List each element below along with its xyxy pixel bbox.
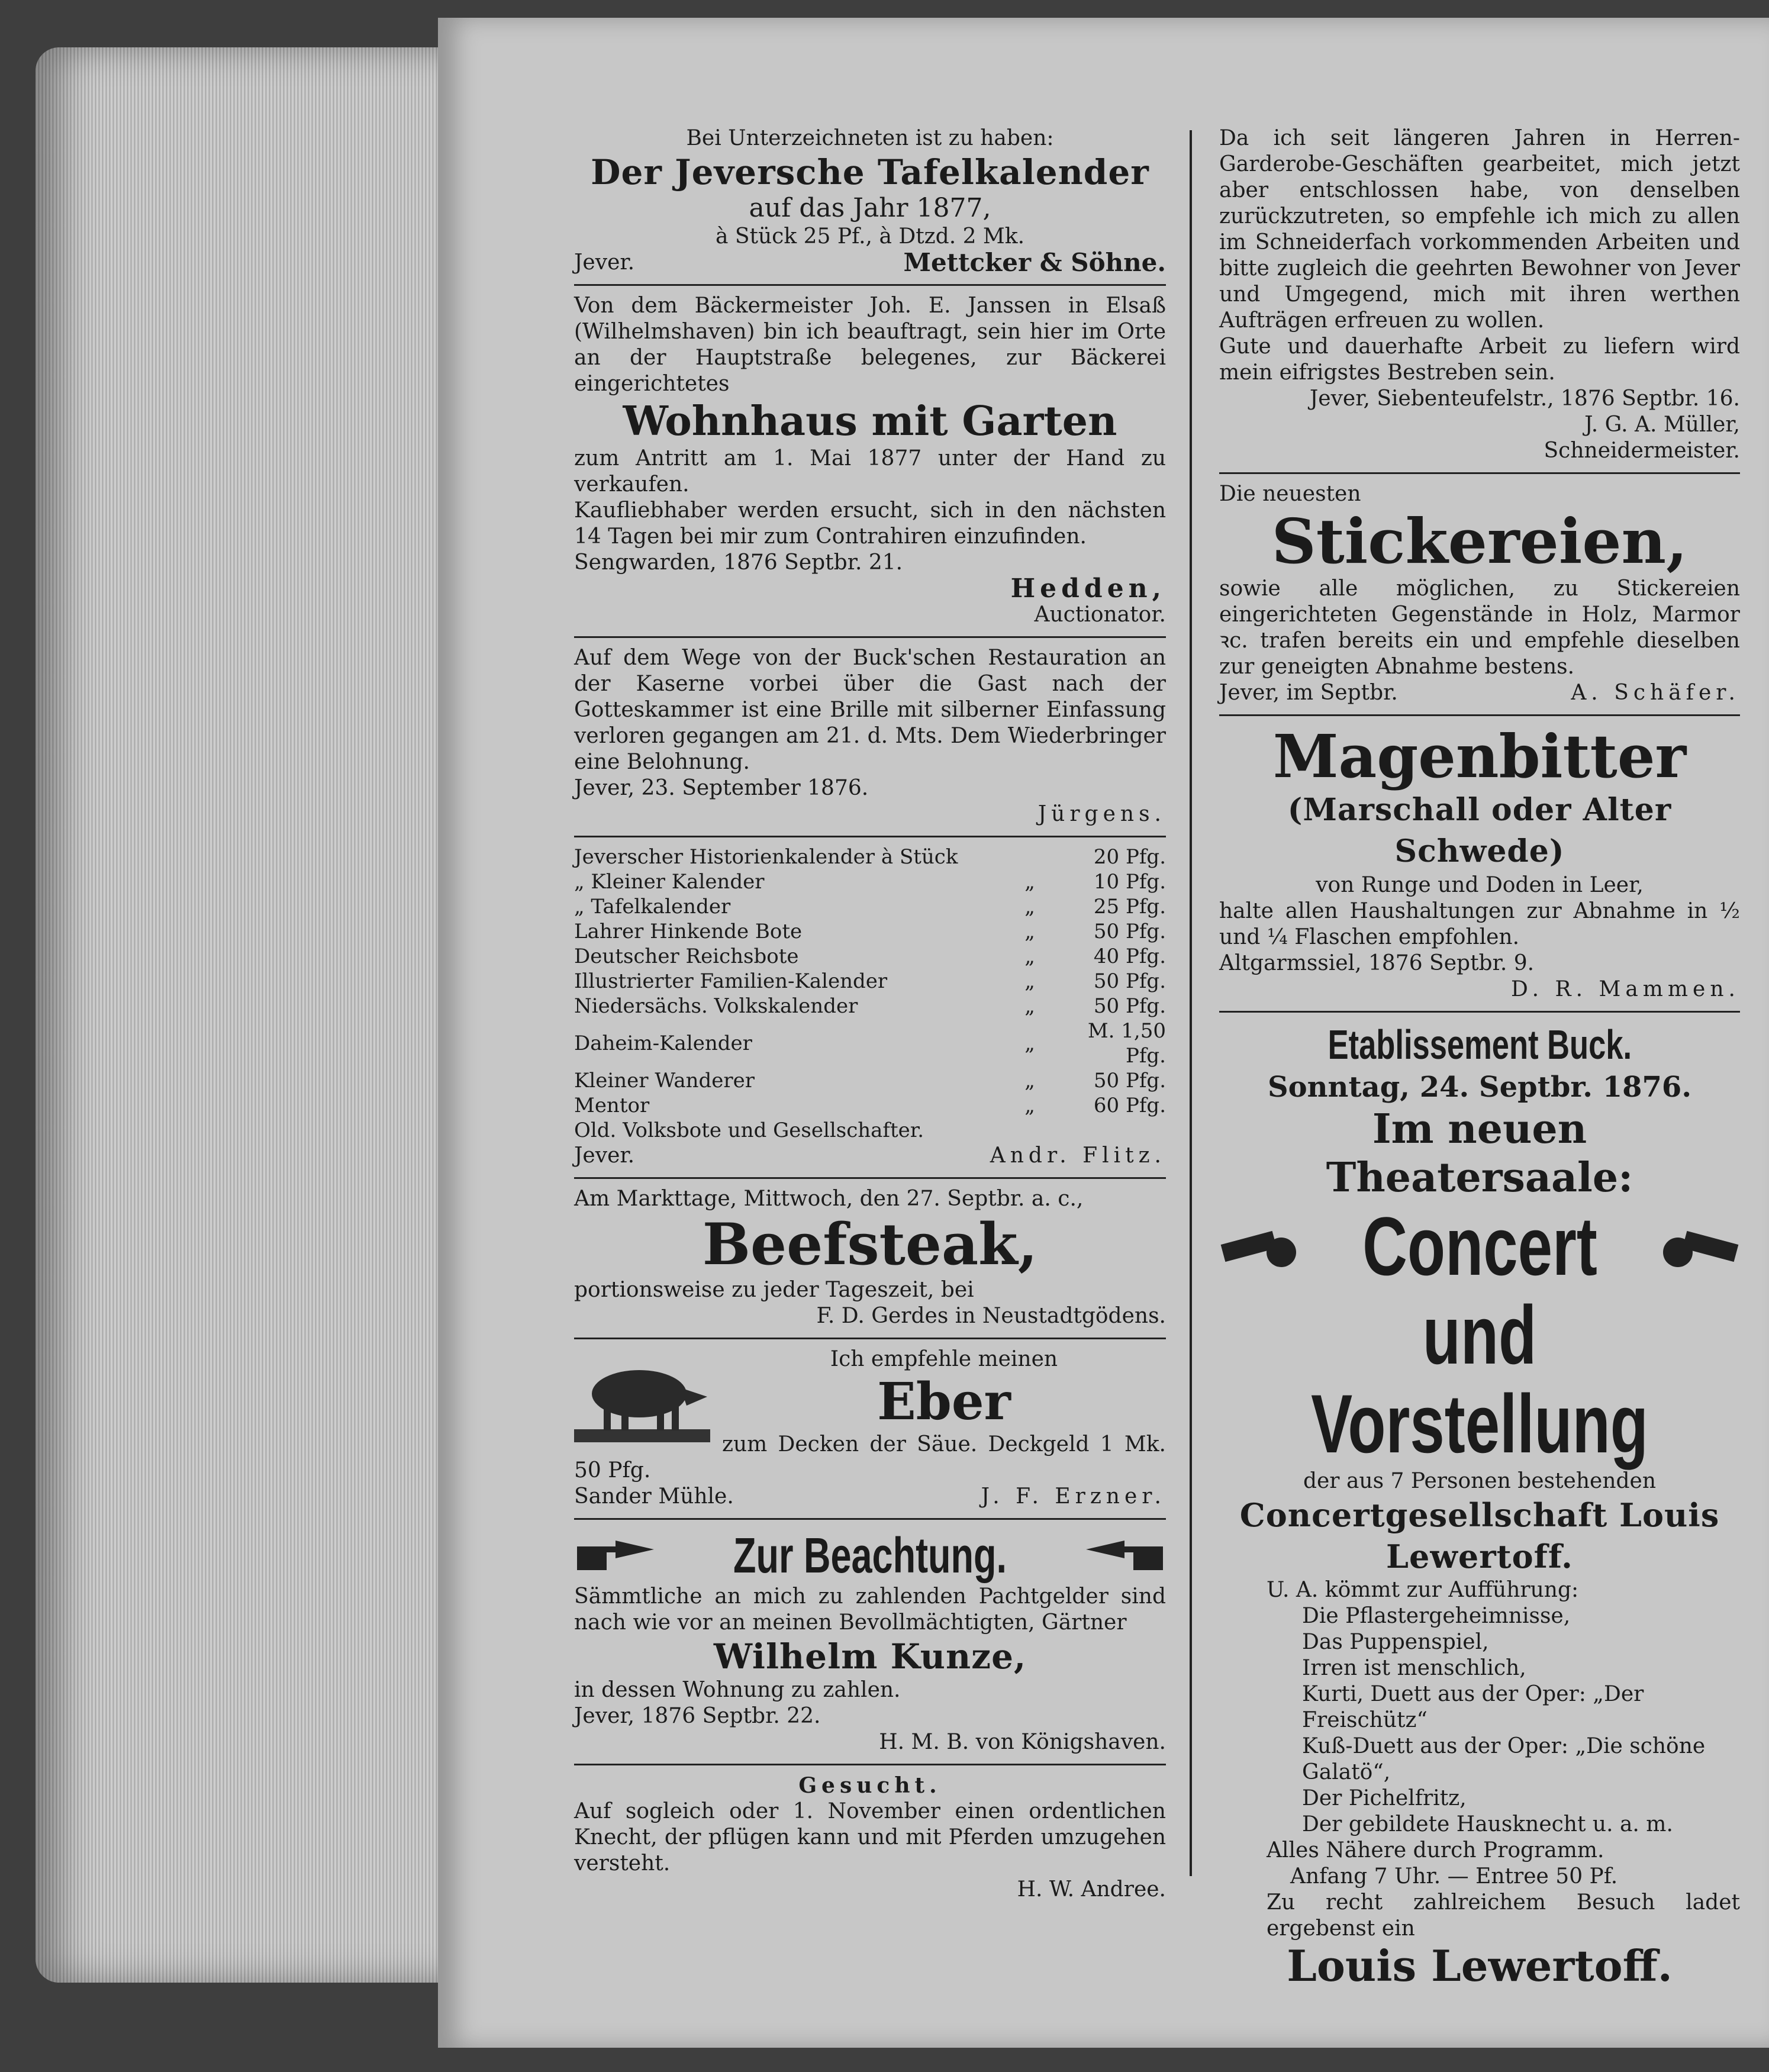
calendar-row (574, 994, 1166, 1019)
ad-role: Auctionator. (1034, 602, 1166, 627)
ad-signer: H. M. B. von Königshaven. (879, 1730, 1166, 1754)
calendar-ditto: „ (1024, 1032, 1035, 1055)
column-divider (1190, 130, 1192, 1876)
ad-text: Da ich seit längeren Jahren in Herren-Garderobe-Geschäften gearbeitet, mich jetzt aber entschlossen habe, von denselben zurückzutreten, so empfehle ich mich zu allen im Schneiderfach vorkommenden Arbeiten und bitte zugleich die geehrten Bewohner von Jever und Umgegend, mich mit ihren werthen Aufträgen erfreuen zu wollen. (1219, 126, 1740, 333)
calendar-ditto: „ (1024, 1094, 1035, 1117)
ad-intro: Die neuesten (1219, 482, 1361, 506)
ad-schneider (1219, 118, 1740, 474)
calendar-ditto: „ (1024, 920, 1035, 943)
ad-text: zum Decken der Säue. Deckgeld 1 Mk. 50 Pfg. (574, 1432, 1166, 1483)
calendar-row (574, 869, 1166, 894)
ad-text: Auf dem Wege von der Buck'schen Restauration an der Kaserne vorbei über die Gast nach der Gotteskammer ist eine Brille mit silberner Einfassung verloren gegangen am 21. d. Mts. Dem Wiederbringer eine Belohnung. (574, 646, 1166, 774)
pointing-hand-left-icon (1083, 1529, 1166, 1582)
calendar-name: Niedersächs. Volkskalender (574, 994, 858, 1018)
ad-kalender (574, 837, 1166, 1179)
calendar-row (574, 845, 1166, 869)
calendar-price: 50 Pfg. (1093, 994, 1166, 1018)
calendar-ditto: „ (1024, 945, 1035, 968)
right-column (1219, 118, 1740, 1999)
ad-place-date: Jever, 23. September 1876. (574, 776, 869, 800)
ad-text: der aus 7 Personen bestehenden (1303, 1469, 1657, 1493)
ad-title: Stickereien, (1271, 505, 1688, 578)
program-item: Die Pflastergeheimnisse, (1302, 1604, 1571, 1628)
ad-intro: Ich empfehle meinen (830, 1347, 1058, 1371)
ad-brille (574, 638, 1166, 837)
ad-place: Jever. (574, 250, 635, 275)
calendar-row (574, 1068, 1166, 1093)
ad-title: Zur Beachtung. (733, 1528, 1007, 1583)
ad-venue: Etablissement Buck. (1327, 1022, 1632, 1068)
ad-place-date: Jever, 1876 Septbr. 22. (574, 1704, 821, 1728)
ad-intro: Am Markttage, Mittwoch, den 27. Septbr. a. c., (574, 1187, 1084, 1211)
calendar-price: 50 Pfg. (1093, 1069, 1166, 1093)
ad-magenbitter (1219, 716, 1740, 1013)
ad-signature (574, 1484, 1166, 1510)
calendar-row (574, 944, 1166, 969)
ad-place: Sander Mühle. (574, 1484, 734, 1509)
ad-intro: Bei Unterzeichneten ist zu haben: (686, 126, 1054, 150)
program-item: Kuß-Duett aus der Oper: „Die schöne Galatö“, (1302, 1734, 1706, 1784)
ad-tafelkalender (574, 118, 1166, 286)
calendar-price: 50 Pfg. (1093, 920, 1166, 943)
ad-hall: Im neuen Theatersaale: (1326, 1106, 1633, 1201)
calendar-price: 50 Pfg. (1093, 969, 1166, 993)
ad-place-date: Sengwarden, 1876 Septbr. 21. (574, 550, 903, 575)
ad-company: Concertgesellschaft Louis Lewertoff. (1239, 1496, 1720, 1575)
ad-name: J. G. A. Müller, (1584, 413, 1740, 437)
ad-name: Hedden, (1010, 573, 1166, 604)
calendar-row (574, 1019, 1166, 1068)
ad-place: Jever. (574, 1143, 635, 1168)
program-item: Kurti, Duett aus der Oper: „Der Freischütz“ (1302, 1682, 1644, 1732)
ad-eber (574, 1339, 1166, 1520)
ad-text: Sämmtliche an mich zu zahlenden Pachtgelder sind nach wie vor an meinen Bevollmächtigten, Gärtner (574, 1584, 1166, 1635)
ad-title: Beefsteak, (702, 1211, 1038, 1278)
ad-title: Wohnhaus mit Garten (623, 398, 1117, 445)
program-item: Irren ist menschlich, (1302, 1656, 1526, 1680)
ad-place-date: Jever, Siebenteufelstr., 1876 Septbr. 16. (1309, 386, 1740, 411)
ad-text: in dessen Wohnung zu zahlen. (574, 1678, 901, 1702)
ad-signature (574, 1143, 1166, 1169)
concert-header (1219, 1202, 1740, 1291)
calendar-name: Deutscher Reichsbote (574, 945, 799, 968)
ad-stickereien (1219, 474, 1740, 716)
calendar-ditto: „ (1024, 1069, 1035, 1093)
calendar-name: Daheim-Kalender (574, 1032, 752, 1055)
calendar-price-table (574, 845, 1166, 1143)
ad-wohnhaus (574, 286, 1166, 638)
calendar-ditto (1012, 845, 1048, 869)
left-column (574, 118, 1166, 1911)
calendar-name: „ Tafelkalender (574, 895, 731, 919)
calendar-row (574, 1093, 1166, 1118)
ad-text: Von dem Bäckermeister Joh. E. Janssen in Elsaß (Wilhelmshaven) bin ich beauftragt, sein hier im Orte an der Hauptstraße belegenes, zur Bäckerei eingerichtetes (574, 294, 1166, 396)
program-item: Der gebildete Hausknecht u. a. m. (1302, 1812, 1673, 1836)
calendar-price: 40 Pfg. (1093, 945, 1166, 968)
calendar-row (574, 969, 1166, 994)
calendar-name: Lahrer Hinkende Bote (574, 920, 803, 943)
ad-text: Auf sogleich oder 1. November einen ordentlichen Knecht, der pflügen kann und mit Pferden umzugehen versteht. (574, 1799, 1166, 1876)
program-item: Der Pichelfritz, (1302, 1786, 1467, 1810)
ad-title: Eber (877, 1372, 1011, 1432)
calendar-name: Mentor (574, 1094, 650, 1117)
musical-instruments-icon (1657, 1220, 1740, 1273)
ad-name: F. D. Gerdes in Neustadtgödens. (816, 1304, 1166, 1328)
ad-name: H. W. Andree. (1017, 1877, 1166, 1902)
ad-role: Schneidermeister. (1544, 439, 1740, 463)
ad-name: Wilhelm Kunze, (713, 1636, 1027, 1677)
ad-name: D. R. Mammen. (1511, 977, 1740, 1001)
calendar-row (574, 1118, 1166, 1143)
calendar-ditto (1012, 1118, 1048, 1143)
ad-name: A. Schäfer. (1571, 681, 1740, 705)
ad-name: Andr. Flitz. (990, 1143, 1166, 1168)
musical-instruments-icon (1219, 1220, 1302, 1273)
calendar-row (574, 919, 1166, 944)
ad-text: Kaufliebhaber werden ersucht, sich in den nächsten 14 Tagen bei mir zum Contrahiren einzufinden. (574, 498, 1166, 549)
calendar-name: Kleiner Wanderer (574, 1069, 755, 1093)
ad-title: Concert (1362, 1200, 1597, 1293)
ad-name: Jürgens. (1037, 802, 1166, 826)
calendar-ditto: „ (1024, 994, 1035, 1018)
calendar-price: 60 Pfg. (1093, 1094, 1166, 1117)
ad-title: Der Jeversche Tafelkalender (591, 152, 1149, 192)
pointing-hand-right-icon (574, 1529, 657, 1582)
ad-program-intro: U. A. kömmt zur Aufführung: (1267, 1578, 1579, 1602)
calendar-ditto: „ (1024, 870, 1035, 894)
ad-beefsteak (574, 1179, 1166, 1339)
calendar-price: 10 Pfg. (1093, 870, 1166, 894)
ad-place-date: Altgarmssiel, 1876 Septbr. 9. (1219, 951, 1535, 975)
ad-signature (1219, 680, 1740, 706)
calendar-name: „ Kleiner Kalender (574, 870, 765, 894)
ad-signature (574, 250, 1166, 276)
ad-firm: Mettcker & Söhne. (903, 248, 1166, 277)
calendar-name: Old. Volksbote und Gesellschafter. (574, 1119, 924, 1142)
ad-more: Alles Nähere durch Programm. (1267, 1838, 1604, 1862)
program-list (1219, 1603, 1740, 1838)
calendar-price: M. 1,50 Pfg. (1087, 1019, 1166, 1068)
ad-price: à Stück 25 Pf., à Dtzd. 2 Mk. (715, 224, 1025, 249)
book-page-edge (36, 47, 450, 1983)
calendar-name: Jeverscher Historienkalender à Stück (574, 845, 958, 869)
calendar-ditto: „ (1024, 969, 1035, 993)
ad-year: auf das Jahr 1877, (749, 193, 991, 223)
ad-title-2: und Vorstellung (1311, 1288, 1648, 1470)
program-item: Das Puppenspiel, (1302, 1630, 1489, 1654)
ad-concert (1219, 1013, 1740, 1999)
boar-illustration (574, 1346, 710, 1447)
beachtung-header (574, 1527, 1166, 1584)
ad-text: zum Antritt am 1. Mai 1877 unter der Hand zu verkaufen. (574, 446, 1166, 497)
ad-date: Sonntag, 24. Septbr. 1876. (1267, 1071, 1692, 1104)
ad-text: Gute und dauerhafte Arbeit zu liefern wird mein eifrigstes Bestreben sein. (1219, 334, 1740, 385)
calendar-name: Illustrierter Familien-Kalender (574, 969, 888, 993)
ad-place: Jever, im Septbr. (1219, 681, 1398, 705)
ad-name: J. F. Erzner. (981, 1484, 1166, 1509)
ad-text: von Runge und Doden in Leer, (1316, 873, 1644, 897)
ad-title: Gesucht. (798, 1773, 942, 1798)
calendar-price (1048, 1118, 1166, 1143)
ad-text: portionsweise zu jeder Tageszeit, bei (574, 1278, 974, 1302)
ad-gesucht (574, 1765, 1166, 1911)
ad-beachtung (574, 1520, 1166, 1765)
ad-text: sowie alle möglichen, zu Stickereien eingerichteten Gegenstände in Holz, Marmor ꝛc. trafen bereits ein und empfehle dieselben zur geneigten Abnahme bestens. (1219, 576, 1740, 679)
ad-start: Anfang 7 Uhr. — Entree 50 Pf. (1290, 1864, 1618, 1889)
calendar-row (574, 894, 1166, 919)
calendar-price: 20 Pfg. (1093, 845, 1166, 869)
ad-subtitle: (Marschall oder Alter Schwede) (1287, 792, 1672, 869)
ad-invite: Zu recht zahlreichem Besuch ladet ergebenst ein (1267, 1890, 1740, 1941)
ad-signer: Louis Lewertoff. (1287, 1941, 1673, 1991)
calendar-price: 25 Pfg. (1093, 895, 1166, 919)
ad-text: halte allen Haushaltungen zur Abnahme in ½ und ¼ Flaschen empfohlen. (1219, 899, 1740, 949)
ad-title: Magenbitter (1272, 721, 1687, 791)
calendar-ditto: „ (1024, 895, 1035, 919)
